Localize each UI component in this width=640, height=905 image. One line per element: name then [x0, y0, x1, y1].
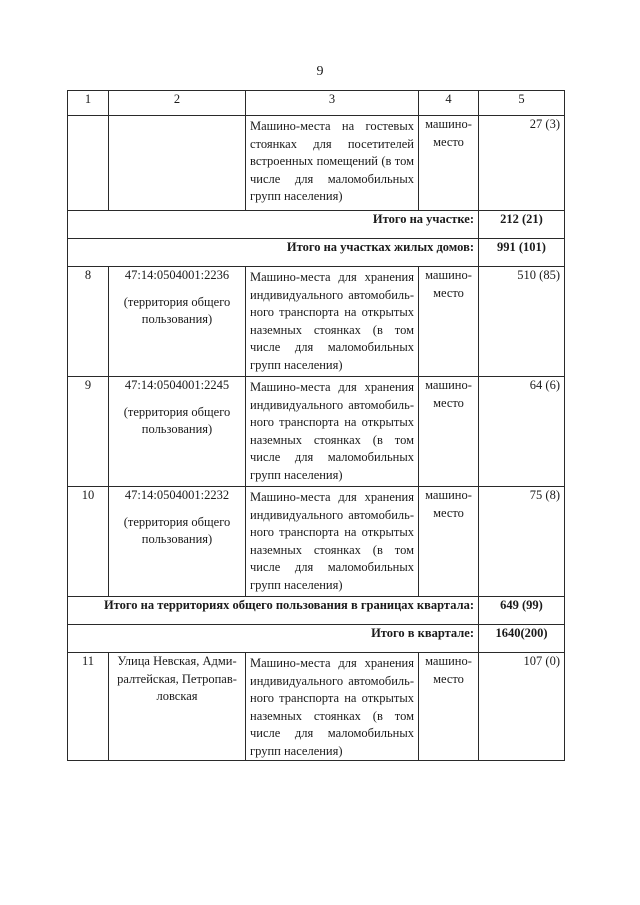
- total-row: [68, 239, 565, 267]
- row-number: 11: [68, 653, 109, 761]
- lot-note: (территория общего пользования): [123, 514, 231, 546]
- table-row: [68, 116, 565, 211]
- total-value: 991 (101): [479, 239, 565, 267]
- cadastral-number: 47:14:0504001:2232: [124, 488, 230, 502]
- col-header-4: 4: [419, 91, 479, 116]
- row-description: Машино-места для хранения индивидуального автомобиль-ного транспорта на открытых наземных стоянках (в том числе для маломобильных групп населения): [246, 487, 419, 597]
- total-row: [68, 597, 565, 625]
- total-value: 1640(200): [479, 625, 565, 653]
- row-value: 107 (0): [479, 653, 565, 761]
- total-value: 212 (21): [479, 211, 565, 239]
- row-value: 510 (85): [479, 267, 565, 377]
- row-description: Машино-места для хранения индивидуального автомобиль-ного транспорта на открытых наземных стоянках (в том числе для маломобильных групп населения): [246, 377, 419, 487]
- col-header-5: 5: [479, 91, 565, 116]
- row-description: Машино-места на гостевых стоянках для посетителей встроенных помещений (в том числе для маломобильных групп населения): [246, 116, 419, 211]
- lot-cell: [109, 487, 246, 597]
- total-value: 649 (99): [479, 597, 565, 625]
- row-description: Машино-места для хранения индивидуального автомобиль-ного транспорта на открытых наземных стоянках (в том числе для маломобильных групп населения): [246, 267, 419, 377]
- total-row: [68, 211, 565, 239]
- row-unit: машино-место: [419, 267, 479, 377]
- col-header-1: 1: [68, 91, 109, 116]
- row-number: 9: [68, 377, 109, 487]
- row-number: 10: [68, 487, 109, 597]
- page-number: 9: [316, 64, 324, 79]
- total-row: [68, 625, 565, 653]
- parking-table: [67, 90, 565, 761]
- row-value: 27 (3): [479, 116, 565, 211]
- header-row: [68, 91, 565, 116]
- total-label: Итого в квартале:: [68, 625, 479, 653]
- table-row: [68, 377, 565, 487]
- col-header-3: 3: [246, 91, 419, 116]
- cadastral-number: 47:14:0504001:2245: [124, 378, 230, 392]
- table-row: [68, 487, 565, 597]
- street-names: Улица Невская, Адми-ралтейская, Петропав-ловская: [109, 653, 246, 761]
- row-value: 64 (6): [479, 377, 565, 487]
- table-row: [68, 653, 565, 761]
- lot-note: (территория общего пользования): [123, 294, 231, 326]
- lot-cell: [109, 116, 246, 211]
- row-unit: машино-место: [419, 653, 479, 761]
- row-unit: машино-место: [419, 377, 479, 487]
- row-value: 75 (8): [479, 487, 565, 597]
- row-number: [68, 116, 109, 211]
- lot-cell: [109, 377, 246, 487]
- row-description: Машино-места для хранения индивидуального автомобиль-ного транспорта на открытых наземных стоянках (в том числе для маломобильных групп населения): [246, 653, 419, 761]
- row-number: 8: [68, 267, 109, 377]
- table-row: [68, 267, 565, 377]
- lot-note: (территория общего пользования): [123, 404, 231, 436]
- total-label: Итого на участках жилых домов:: [68, 239, 479, 267]
- lot-cell: [109, 267, 246, 377]
- total-label: Итого на территориях общего пользования в границах квартала:: [68, 597, 479, 625]
- cadastral-number: 47:14:0504001:2236: [124, 268, 230, 282]
- row-unit: машино-место: [419, 487, 479, 597]
- row-unit: машино-место: [419, 116, 479, 211]
- total-label: Итого на участке:: [68, 211, 479, 239]
- col-header-2: 2: [109, 91, 246, 116]
